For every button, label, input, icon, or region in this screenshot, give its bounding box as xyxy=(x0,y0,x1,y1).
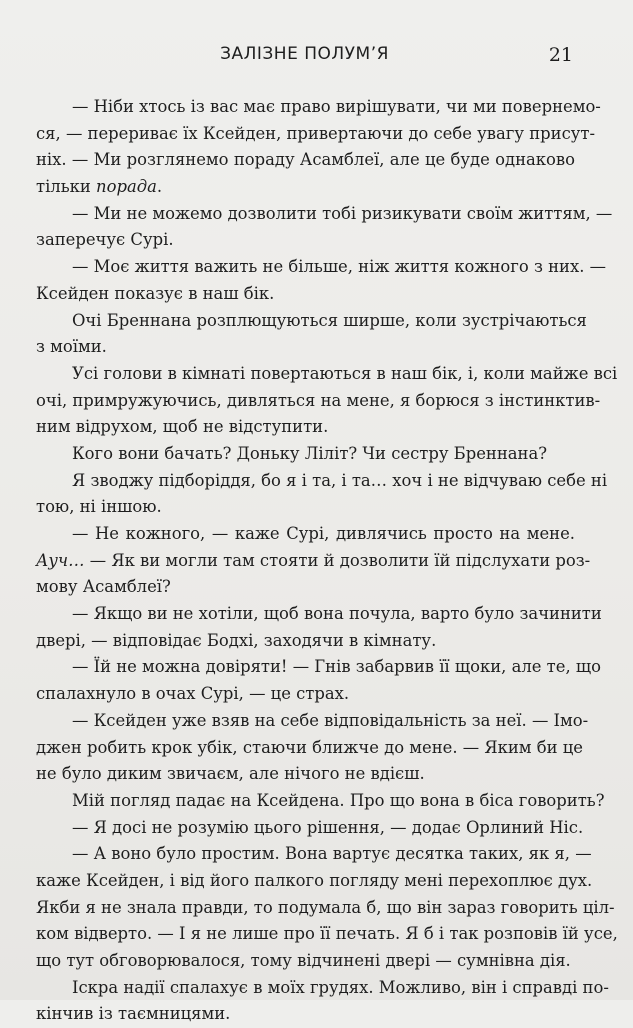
text-segment: — Не кожного, — каже Сурі, дивлячись просто на мене. xyxy=(72,524,575,543)
text-segment: Іскра надії спалахує в моїх грудях. Можливо, він і справді по- xyxy=(72,977,609,997)
text-line xyxy=(36,761,575,788)
text-segment: тою, ні іншою. xyxy=(36,497,162,517)
italic-text: Ауч… xyxy=(36,550,85,570)
text-segment: — Моє життя важить не більше, ніж життя кожного з них. — xyxy=(72,257,607,277)
text-segment: — А воно було простим. Вона вартує десятка таких, як я, — xyxy=(72,844,592,864)
text-segment: ся, — перериває їх Ксейден, привертаючи до себе увагу присут- xyxy=(36,123,596,143)
text-segment: каже Ксейден, і від його палкого погляду мені перехоплює дух. xyxy=(36,870,593,890)
text-segment: Ксейден показує в наш бік. xyxy=(36,283,275,303)
text-line xyxy=(36,121,596,148)
text-line xyxy=(36,548,591,575)
text-line xyxy=(36,681,575,708)
text-line xyxy=(36,601,602,628)
text-segment: Якби я не знала правди, то подумала б, що він зараз говорить ціл- xyxy=(36,897,615,917)
text-segment: Я зводжу підборіддя, бо я і та, і та… хоч і не відчуваю себе ні xyxy=(72,470,608,490)
text-line xyxy=(36,494,575,521)
text-segment: — Ксейден уже взяв на себе відповідальність за неї. — Імо- xyxy=(72,710,589,730)
text-segment: з моїми. xyxy=(36,337,107,357)
text-segment: ком відверто. — І я не лише про її печать. Я б і так розповів їй усе, xyxy=(36,924,618,944)
text-segment: — Як ви могли там стояти й дозволити їй підслухати роз- xyxy=(84,550,591,570)
text-segment: що тут обговорювалося, тому відчинені двері — сумнівна дія. xyxy=(36,951,571,970)
text-segment: ніх. — Ми розглянемо пораду Асамблеї, але це буде однаково xyxy=(36,150,575,170)
text-segment: — Ніби хтось із вас має право вирішувати, чи ми повернемо- xyxy=(72,97,601,116)
text-line xyxy=(36,174,575,201)
text-line xyxy=(36,628,575,655)
text-line xyxy=(36,147,575,174)
text-line xyxy=(36,868,593,895)
text-line xyxy=(36,361,618,388)
text-segment: Кого вони бачать? Доньку Ліліт? Чи сестру Бреннана? xyxy=(72,443,548,463)
text-segment: ним відрухом, щоб не відступити. xyxy=(36,417,329,437)
text-line xyxy=(36,254,607,281)
text-segment: — Якщо ви не хотіли, щоб вона почула, варто було зачинити xyxy=(72,604,602,624)
text-segment: мову Асамблеї? xyxy=(36,577,171,597)
text-segment: тільки xyxy=(36,177,97,197)
text-line xyxy=(36,895,615,922)
text-line xyxy=(36,708,589,735)
text-line xyxy=(36,227,575,254)
page-header xyxy=(36,44,573,74)
text-segment: спалахнуло в очах Сурі, — це страх. xyxy=(36,684,350,704)
text-line xyxy=(36,414,575,441)
running-title: ЗАЛІЗНЕ ПОЛУМ’Я xyxy=(220,44,389,64)
text-line xyxy=(36,815,584,842)
text-segment: не було диким звичаєм, але нічого не вдієш. xyxy=(36,764,425,784)
text-segment: — Ми не можемо дозволити тобі ризикувати своїм життям, — xyxy=(72,203,613,223)
page-number: 21 xyxy=(548,44,573,66)
text-segment: Усі голови в кімнаті повертаються в наш бік, і, коли майже всі xyxy=(72,363,618,383)
text-line xyxy=(36,841,592,868)
text-line xyxy=(36,948,575,975)
text-segment: джен робить крок убік, стаючи ближче до мене. — Яким би це xyxy=(36,737,583,757)
text-line xyxy=(36,388,601,415)
text-line xyxy=(36,654,601,681)
text-segment: Очі Бреннана розплющуються ширше, коли зустрічаються xyxy=(72,310,587,330)
text-segment: очі, примружуючись, дивляться на мене, я борюся з інстинктив- xyxy=(36,390,601,410)
text-line xyxy=(36,921,618,948)
text-line xyxy=(36,975,609,1002)
text-line xyxy=(36,334,575,361)
text-line xyxy=(36,521,575,548)
text-segment: Мій погляд падає на Ксейдена. Про що вона в біса говорить? xyxy=(72,790,605,810)
text-line xyxy=(36,201,613,228)
text-line xyxy=(36,1001,575,1028)
text-line xyxy=(36,468,608,495)
text-segment: — Їй не можна довіряти! — Гнів забарвив її щоки, але те, що xyxy=(72,657,601,677)
text-line xyxy=(36,735,583,762)
text-line xyxy=(36,574,575,601)
text-segment: . xyxy=(156,177,163,197)
text-segment: кінчив із таємницями. xyxy=(36,1004,231,1024)
italic-text: порада xyxy=(96,177,157,197)
text-segment: двері, — відповідає Бодхі, заходячи в кімнату. xyxy=(36,630,437,650)
text-line xyxy=(36,788,605,815)
text-line xyxy=(36,441,575,468)
text-line xyxy=(36,281,575,308)
text-segment: — Я досі не розумію цього рішення, — додає Орлиний Ніс. xyxy=(72,817,584,837)
body-text xyxy=(36,94,618,1028)
text-segment: заперечує Сурі. xyxy=(36,230,174,250)
text-line xyxy=(36,94,601,121)
text-line xyxy=(36,308,587,335)
